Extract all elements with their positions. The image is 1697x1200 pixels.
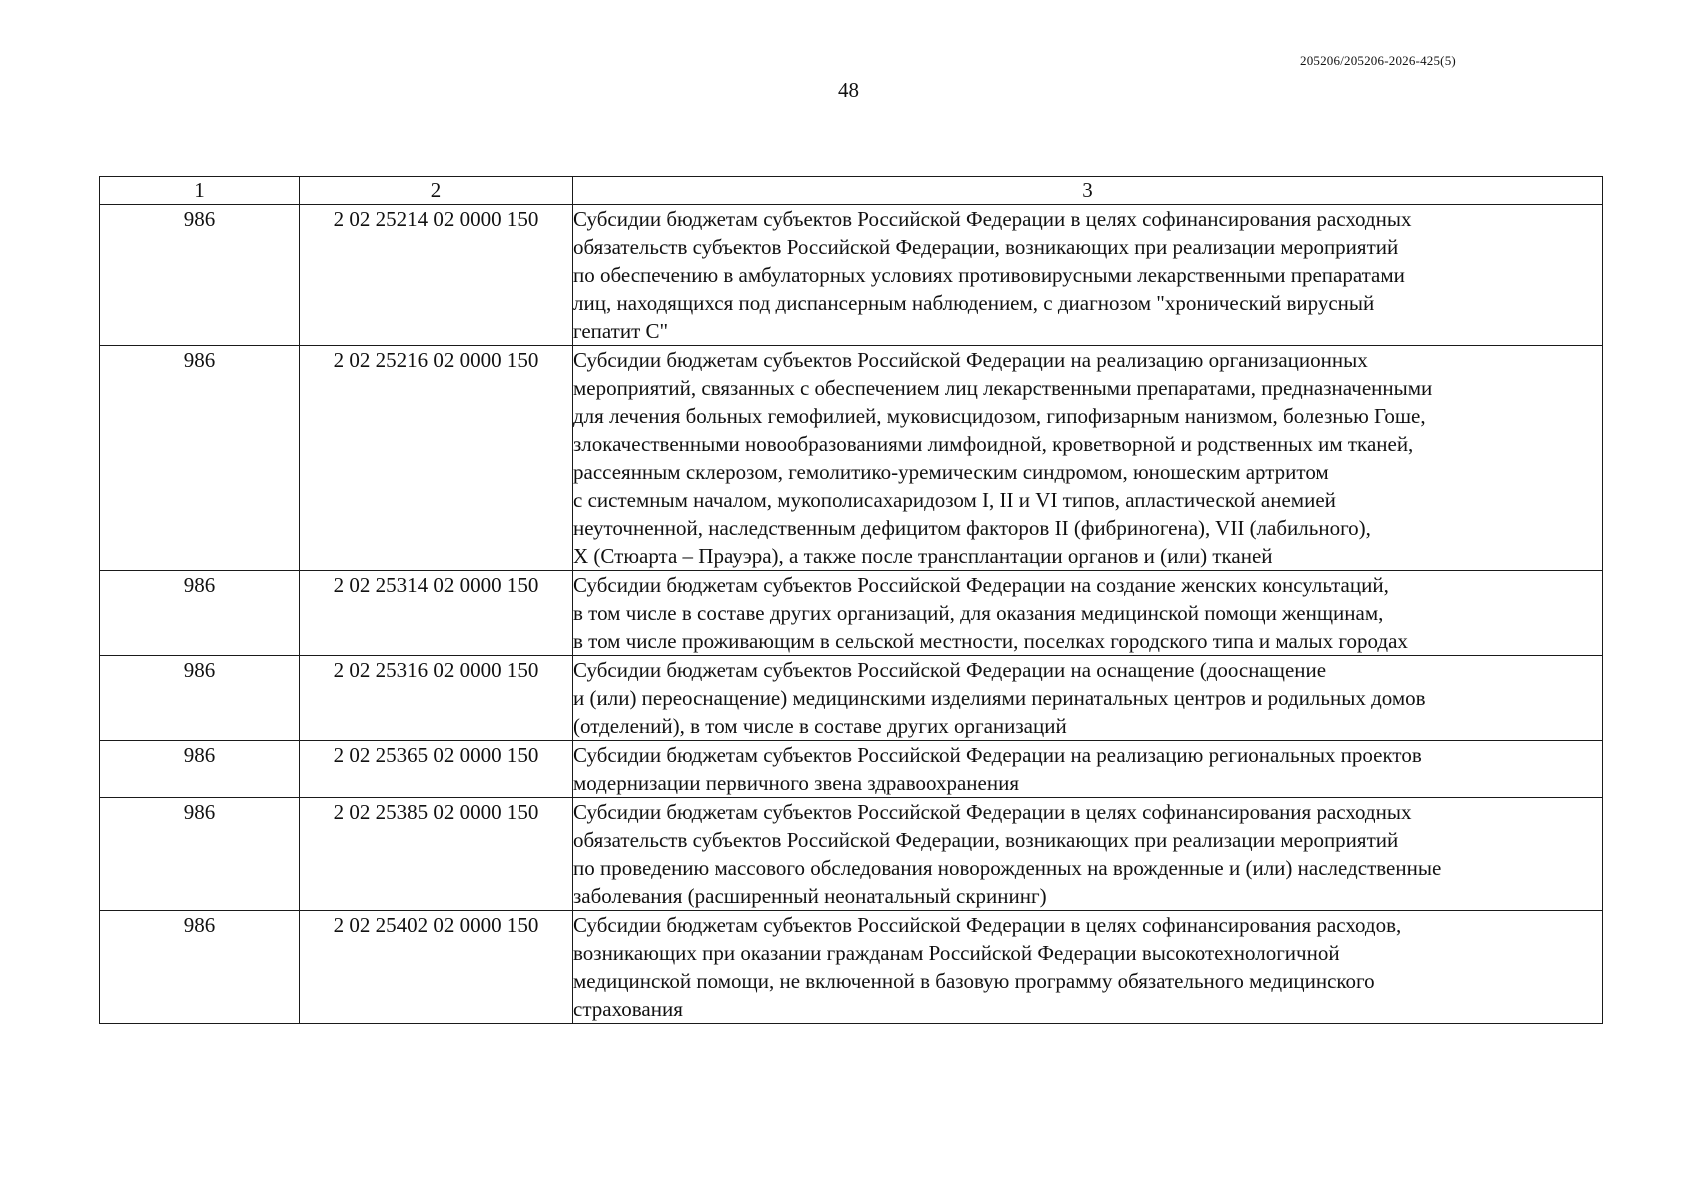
- revenue-name-line: модернизации первичного звена здравоохранения: [573, 771, 1020, 795]
- revenue-name-line: Субсидии бюджетам субъектов Российской Федерации в целях софинансирования расходных: [573, 207, 1412, 231]
- revenue-name-line: заболевания (расширенный неонатальный скрининг): [573, 884, 1047, 908]
- revenue-name-line: в том числе проживающим в сельской местности, поселках городского типа и малых городах: [573, 629, 1408, 653]
- revenue-name-line: лиц, находящихся под диспансерным наблюдением, с диагнозом "хронический вирусный: [573, 291, 1375, 315]
- budget-code-cell: 2 02 25216 02 0000 150: [300, 346, 573, 571]
- header-row: [100, 177, 1603, 205]
- budget-code-cell: 2 02 25316 02 0000 150: [300, 656, 573, 741]
- revenue-name-cell: [573, 346, 1603, 571]
- revenue-name-line: обязательств субъектов Российской Федерации, возникающих при реализации мероприятий: [573, 828, 1399, 852]
- budget-code-cell: 2 02 25365 02 0000 150: [300, 741, 573, 798]
- table-row: [100, 205, 1603, 346]
- budget-code-cell: 2 02 25385 02 0000 150: [300, 798, 573, 911]
- table-header: [100, 177, 1603, 205]
- revenue-name-cell: [573, 798, 1603, 911]
- revenue-name-line: страхования: [573, 997, 683, 1021]
- admin-code-cell: 986: [100, 798, 300, 911]
- revenue-name-line: обязательств субъектов Российской Федерации, возникающих при реализации мероприятий: [573, 235, 1399, 259]
- revenue-name-line: Субсидии бюджетам субъектов Российской Федерации на реализацию организационных: [573, 348, 1368, 372]
- admin-code-cell: 986: [100, 205, 300, 346]
- admin-code-cell: 986: [100, 346, 300, 571]
- revenue-name-line: с системным началом, мукополисахаридозом I, II и VI типов, апластической анемией: [573, 488, 1336, 512]
- revenue-name-line: Субсидии бюджетам субъектов Российской Федерации на оснащение (дооснащение: [573, 658, 1327, 682]
- revenue-name-line: гепатит С": [573, 319, 669, 343]
- admin-code-cell: 986: [100, 741, 300, 798]
- revenue-name-line: Субсидии бюджетам субъектов Российской Федерации в целях софинансирования расходов,: [573, 913, 1402, 937]
- revenue-name-line: неуточненной, наследственным дефицитом факторов II (фибриногена), VII (лабильного),: [573, 516, 1371, 540]
- admin-code-cell: 986: [100, 911, 300, 1024]
- column-header-2: 2: [300, 177, 573, 205]
- revenue-name-line: по обеспечению в амбулаторных условиях противовирусными лекарственными препаратами: [573, 263, 1405, 287]
- revenue-name-line: Субсидии бюджетам субъектов Российской Федерации в целях софинансирования расходных: [573, 800, 1412, 824]
- revenue-name-line: мероприятий, связанных с обеспечением лиц лекарственными препаратами, предназначенными: [573, 376, 1433, 400]
- table-row: [100, 911, 1603, 1024]
- revenue-name-cell: [573, 741, 1603, 798]
- revenue-name-line: рассеянным склерозом, гемолитико-уремическим синдромом, юношеским артритом: [573, 460, 1329, 484]
- revenue-name-line: X (Стюарта – Прауэра), а также после трансплантации органов и (или) тканей: [573, 544, 1273, 568]
- revenue-name-line: медицинской помощи, не включенной в базовую программу обязательного медицинского: [573, 969, 1375, 993]
- admin-code-cell: 986: [100, 656, 300, 741]
- table-row: [100, 656, 1603, 741]
- budget-code-cell: 2 02 25402 02 0000 150: [300, 911, 573, 1024]
- revenue-name-line: Субсидии бюджетам субъектов Российской Федерации на создание женских консультаций,: [573, 573, 1389, 597]
- admin-code-cell: 986: [100, 571, 300, 656]
- table-body: [100, 205, 1603, 1024]
- revenue-name-line: в том числе в составе других организаций, для оказания медицинской помощи женщинам,: [573, 601, 1384, 625]
- document-id: 205206/205206-2026-425(5): [1300, 53, 1456, 68]
- table-row: [100, 346, 1603, 571]
- budget-code-cell: 2 02 25314 02 0000 150: [300, 571, 573, 656]
- revenue-name-line: возникающих при оказании гражданам Российской Федерации высокотехнологичной: [573, 941, 1340, 965]
- budget-classification-table: [99, 176, 1603, 1024]
- column-header-1: 1: [100, 177, 300, 205]
- revenue-name-cell: [573, 911, 1603, 1024]
- revenue-name-line: по проведению массового обследования новорожденных на врожденные и (или) наследственные: [573, 856, 1442, 880]
- revenue-name-line: для лечения больных гемофилией, муковисцидозом, гипофизарным нанизмом, болезнью Гоше,: [573, 404, 1426, 428]
- page-number: 48: [838, 78, 859, 102]
- revenue-name-line: Субсидии бюджетам субъектов Российской Федерации на реализацию региональных проектов: [573, 743, 1422, 767]
- table-row: [100, 571, 1603, 656]
- table-row: [100, 741, 1603, 798]
- table-row: [100, 798, 1603, 911]
- column-header-3: 3: [573, 177, 1603, 205]
- revenue-name-cell: [573, 571, 1603, 656]
- revenue-name-cell: [573, 205, 1603, 346]
- revenue-name-line: (отделений), в том числе в составе других организаций: [573, 714, 1067, 738]
- budget-code-cell: 2 02 25214 02 0000 150: [300, 205, 573, 346]
- revenue-name-cell: [573, 656, 1603, 741]
- revenue-name-line: и (или) переоснащение) медицинскими изделиями перинатальных центров и родильных домов: [573, 686, 1426, 710]
- revenue-name-line: злокачественными новообразованиями лимфоидной, кроветворной и родственных им тканей,: [573, 432, 1414, 456]
